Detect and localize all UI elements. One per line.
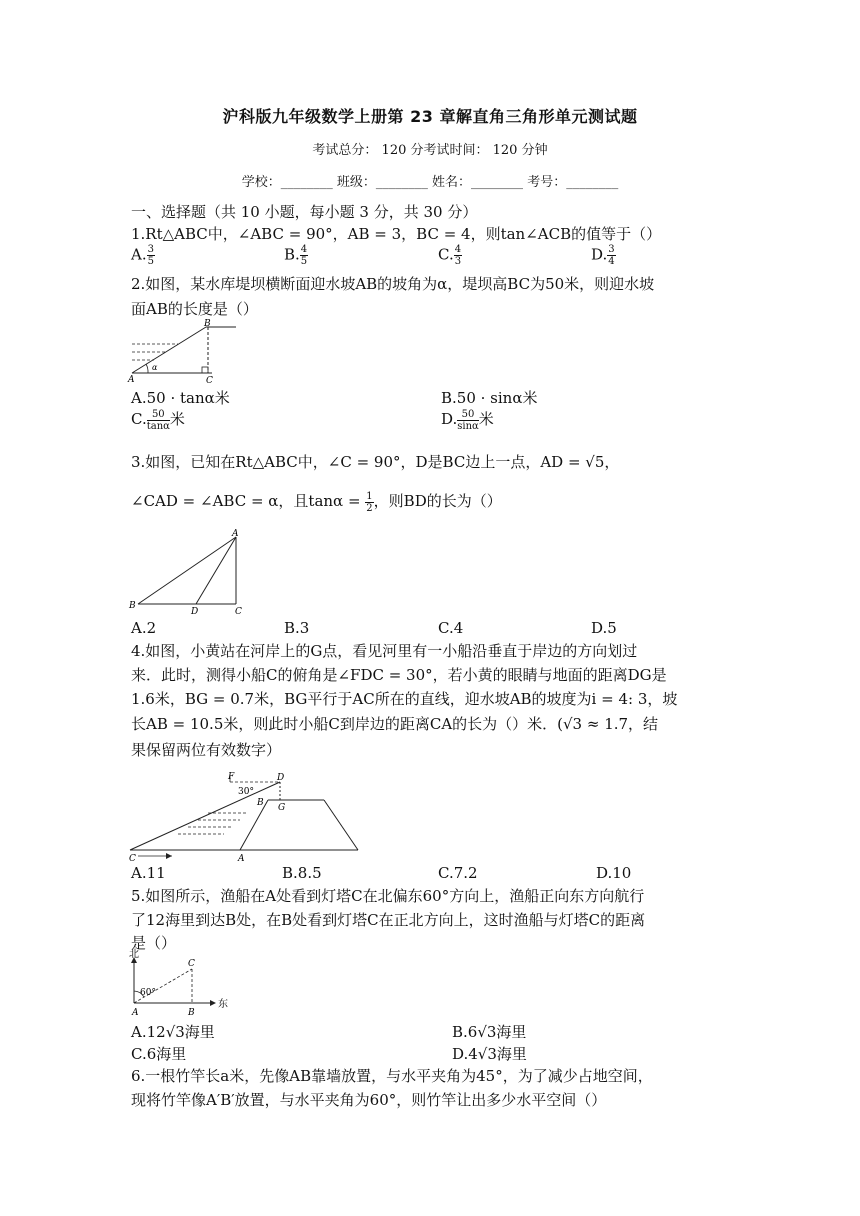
q2-label-a: A — [128, 375, 135, 385]
q3-option-d: D.5 — [591, 619, 617, 637]
question-6-line-2: 现将竹竿像A′B′放置，与水平夹角为60°，则竹竿让出多少水平空间（） — [131, 1091, 607, 1109]
q1-option-b: B. $\frac{4}{5}$ — [284, 244, 308, 267]
q2-label-c: C — [206, 376, 213, 386]
question-5-line-2: 了12海里到达B处，在B处看到灯塔C在正北方向上，这时渔船与灯塔C的距离 — [131, 911, 646, 929]
question-5-line-1: 5.如图所示，渔船在A处看到灯塔C在北偏东60°方向上，渔船正向东方向航行 — [131, 887, 645, 905]
q3-label-b: B — [129, 601, 136, 611]
q5-label-north: 北 — [129, 949, 139, 960]
page-title: 沪科版九年级数学上册第 23 章解直角三角形单元测试题 — [222, 107, 638, 126]
exam-info: 考试总分： 120 分考试时间： 120 分钟 — [312, 143, 548, 158]
question-4-line-4: 长AB = 10.5米，则此时小船C到岸边的距离CA的长为（）米．(√3 ≈ 1.7，结 — [131, 715, 659, 733]
q2-dam-figure — [126, 316, 246, 386]
q3-label-c: C — [235, 607, 242, 617]
q3-option-b: B.3 — [284, 619, 310, 637]
q3-option-c: C.4 — [438, 619, 464, 637]
question-3-line-1: 3.如图，已知在Rt△ABC中，∠C = 90°，D是BC边上一点，AD = √5， — [131, 453, 620, 471]
q5-option-b: B.6√3海里 — [452, 1023, 527, 1041]
q5-option-d: D.4√3海里 — [452, 1045, 527, 1063]
student-fields: 学校：________ 班级：________ 姓名：________ 考号：________ — [241, 175, 619, 190]
q1-option-c: C. $\frac{4}{3}$ — [438, 244, 462, 267]
question-4-line-1: 4.如图，小黄站在河岸上的G点，看见河里有一小船沿垂直于岸边的方向划过 — [131, 642, 638, 660]
q2-label-alpha: α — [152, 363, 158, 372]
q5-option-c: C.6海里 — [131, 1045, 187, 1063]
q4-label-f: F — [228, 772, 235, 782]
question-5-line-3: 是（） — [131, 934, 177, 952]
q4-option-d: D.10 — [596, 864, 632, 882]
question-4-line-2: 来．此时，测得小船C的俯角是∠FDC = 30°，若小黄的眼睛与地面的距离DG是 — [131, 666, 667, 684]
q5-label-angle: 60° — [140, 988, 156, 998]
q5-label-east: 东 — [218, 999, 228, 1010]
section-heading: 一、选择题（共 10 小题，每小题 3 分，共 30 分） — [131, 203, 478, 221]
q3-triangle-figure — [126, 528, 256, 618]
q4-option-a: A.11 — [131, 864, 166, 882]
question-2-line-2: 面AB的长度是（） — [131, 300, 258, 318]
q3-label-a: A — [232, 529, 239, 539]
q2-option-c: C. $\frac{50}{\tan\alpha}$ 米 — [131, 408, 185, 432]
question-3-line-2: ∠CAD = ∠ABC = α，且tanα = $\frac{1}{2}$ ，则BD的长为（） — [131, 490, 502, 514]
question-1-text: 1.Rt△ABC中，∠ABC = 90°，AB = 3，BC = 4，则tan∠ACB的值等于（） — [131, 225, 662, 243]
q4-river-bank-figure — [126, 768, 366, 864]
q5-compass-figure — [126, 947, 236, 1019]
q2-option-a: A.50 · tanα米 — [131, 389, 230, 407]
question-6-line-1: 6.一根竹竿长a米，先像AB靠墙放置，与水平夹角为45°，为了减少占地空间， — [131, 1067, 653, 1085]
q2-label-b: B — [204, 319, 211, 329]
q5-label-b: B — [188, 1008, 195, 1018]
q4-label-b: B — [257, 798, 264, 808]
q1-option-a: A. $\frac{3}{5}$ — [131, 244, 154, 267]
question-4-line-3: 1.6米，BG = 0.7米，BG平行于AC所在的直线，迎水坡AB的坡度为i = 4: 3，坡 — [131, 690, 678, 708]
q3-option-a: A.2 — [131, 619, 157, 637]
q5-label-c: C — [188, 959, 195, 969]
q4-label-g: G — [278, 803, 286, 813]
q1-option-d: D. $\frac{3}{4}$ — [591, 244, 615, 267]
q3-label-d: D — [191, 607, 199, 617]
q5-label-a: A — [132, 1008, 139, 1018]
q2-option-b: B.50 · sinα米 — [441, 389, 538, 407]
q4-label-a: A — [238, 854, 245, 864]
q4-option-b: B.8.5 — [282, 864, 322, 882]
question-4-line-5: 果保留两位有效数字） — [131, 741, 282, 759]
q2-option-d: D. $\frac{50}{\sin\alpha}$ 米 — [441, 408, 494, 432]
q4-label-angle: 30° — [238, 787, 254, 797]
q4-option-c: C.7.2 — [438, 864, 478, 882]
question-2-line-1: 2.如图，某水库堤坝横断面迎水坡AB的坡角为α，堤坝高BC为50米，则迎水坡 — [131, 275, 655, 293]
q4-label-c: C — [129, 854, 136, 864]
q4-label-d: D — [277, 773, 285, 783]
q5-option-a: A.12√3海里 — [131, 1023, 215, 1041]
